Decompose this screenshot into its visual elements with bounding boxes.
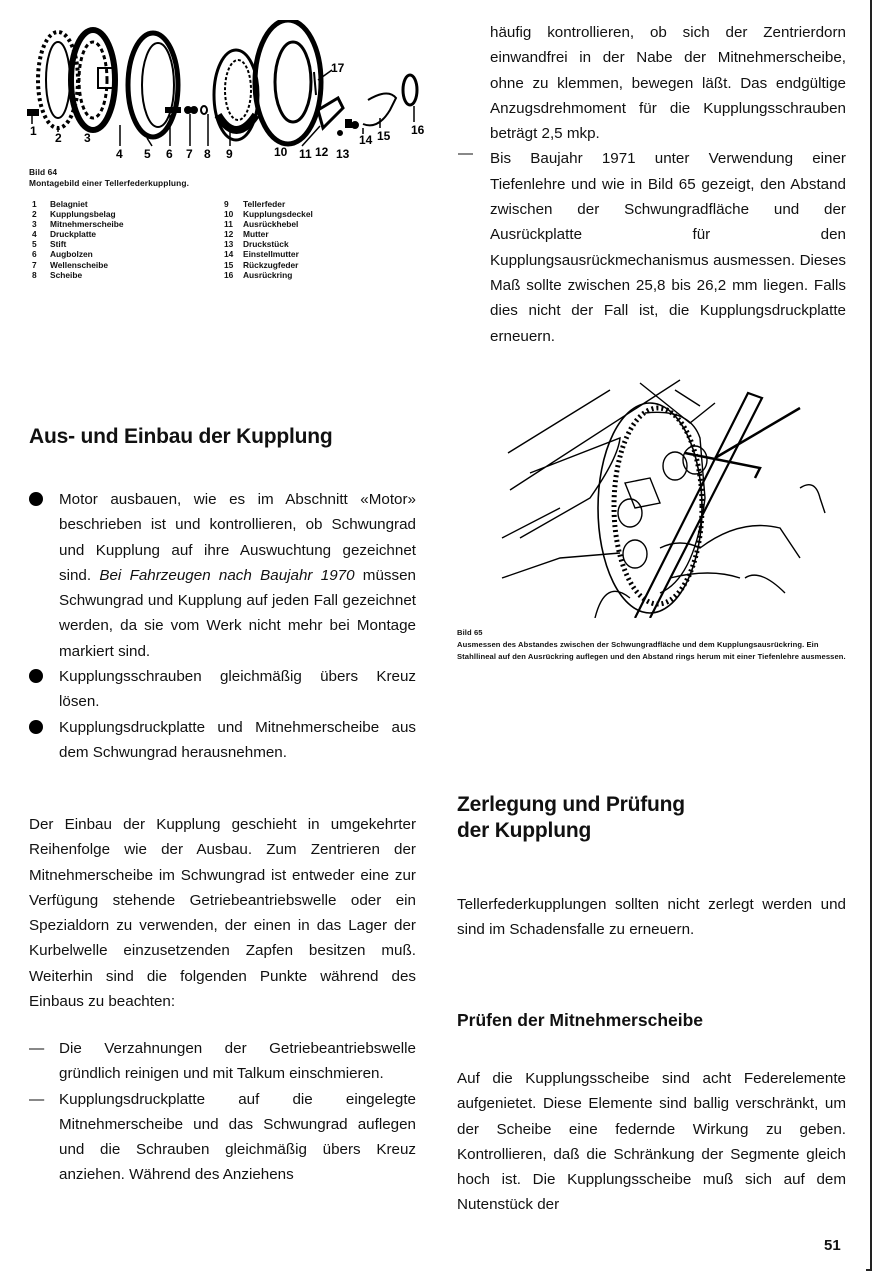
figure-65-caption: [457, 627, 847, 663]
legend-item: 4 Druckplatte: [32, 229, 97, 240]
legend-item: 8 Scheibe: [32, 269, 83, 280]
list-item: — Kupplungsdruckplatte auf die eingelegte Mitnehmerscheibe und das Schwungrad auflegen und die Schrauben gleichmäßig übers Kreuz anziehen. Während des Anziehens: [29, 1090, 416, 1184]
legend-item: 14 Einstellmutter: [224, 249, 299, 260]
legend-item: 1 Belagniet: [32, 199, 88, 209]
legend-item: 6 Augbolzen: [32, 249, 93, 260]
flywheel-face: [645, 412, 705, 593]
callout-3: 3: [84, 131, 91, 145]
legend-item: 13 Druckstück: [224, 239, 289, 250]
callout-13: 13: [336, 147, 350, 161]
callout-7: 7: [186, 147, 193, 161]
callout-2: 2: [55, 131, 62, 145]
legend-item: 9 Tellerfeder: [224, 199, 286, 209]
callout-12: 12: [315, 145, 329, 159]
legend-item: 5 Stift: [32, 239, 67, 250]
part-10-clutch-cover: [255, 20, 321, 144]
depth-gauge-instruction: Bis Baujahr 1971 unter Verwendung einer Tiefenlehre und wie in Bild 65 gezeigt, den Abstand zwischen der Schwungradfläche und der Ausrückplatte für den Kupplungsausrückmechanismus ausmessen. Dieses Maß sollte zwischen 25,8 bis 26,2 mm liegen. Falls dies nicht der Fall ist, die Kupplungsdruckplatte erneuern.: [490, 150, 846, 345]
list-item: Kupplungsdruckplatte und Mitnehmerscheibe aus dem Schwungrad herausnehmen.: [29, 715, 416, 766]
part-11-17-release-parts: [314, 72, 417, 135]
figure-64-caption: [29, 167, 189, 189]
callout-11: 11: [299, 147, 312, 161]
figure-65-measurement-drawing: [500, 378, 840, 618]
part-3-clutch-disc: [71, 30, 116, 130]
removal-steps-list: [29, 487, 416, 765]
legend-item: 11 Ausrückhebel: [224, 219, 299, 230]
figure-64-exploded-clutch-drawing: [18, 20, 438, 165]
callout-10: 10: [274, 145, 288, 159]
callout-14: 14: [359, 133, 373, 147]
list-item: — Die Verzahnungen der Getriebeantriebswelle gründlich reinigen und mit Talkum einschmieren.: [29, 1040, 416, 1083]
section-heading-zerlegung: Zerlegung und Prüfung der Kupplung: [457, 793, 685, 842]
disassembly-paragraph: Tellerfederkupplungen sollten nicht zerlegt werden und sind im Schadensfalle zu erneuern.: [457, 896, 846, 939]
legend-item: 10 Kupplungsdeckel: [224, 209, 313, 220]
bullet-dot-icon: [29, 669, 43, 683]
callout-1: 1: [30, 124, 37, 138]
figure-64-caption-text: Montagebild einer Tellerfederkupplung.: [29, 178, 189, 188]
figure-65-caption-title: Bild 65: [457, 628, 483, 637]
legend-item: 7 Wellenscheibe: [32, 259, 109, 270]
page-number: 51: [824, 1237, 841, 1254]
installation-steps-list: [29, 1036, 416, 1188]
legend-item: 15 Rückzugfeder: [224, 259, 299, 270]
steel-ruler: [635, 393, 762, 618]
right-column-continuation: [490, 20, 846, 349]
callout-4: 4: [116, 147, 123, 161]
page-edge-corner: [866, 1269, 872, 1271]
callout-8: 8: [204, 147, 211, 161]
legend-item: 16 Ausrückring: [224, 269, 293, 280]
hands: [595, 485, 825, 618]
legend-item: 2 Kupplungsbelag: [32, 209, 116, 220]
callout-9: 9: [226, 147, 233, 161]
legend-item: 12 Mutter: [224, 229, 269, 240]
callout-16: 16: [411, 123, 425, 137]
figure-64-legend-left: [32, 199, 124, 280]
continuation-paragraph: häufig kontrollieren, ob sich der Zentrierdorn einwandfrei in der Nabe der Mitnehmerscheibe, ohne zu klemmen, bewegen läßt. Das endgültige Anzugsdrehmoment für die Kupplungsschrauben beträgt 2,5 mkp.: [490, 24, 846, 143]
part-1-rivet: [28, 110, 38, 115]
bullet-dot-icon: [29, 492, 43, 506]
part-6-8-small-parts: [166, 106, 207, 114]
figure-64-legend-right: [224, 199, 313, 280]
dash-marker: —: [458, 145, 473, 162]
callout-17: 17: [331, 61, 345, 75]
callout-6: 6: [166, 147, 173, 161]
bullet-dot-icon: [29, 720, 43, 734]
callout-5: 5: [144, 147, 151, 161]
list-item: Motor ausbauen, wie es im Abschnitt «Motor» beschrieben ist und kontrollieren, ob Schwungrad und Kupplung auf ihre Auswuchtung gezeichnet sind. Bei Fahrzeugen nach Baujahr 1970 müssen Schwungrad und Kupplung auf jeden Fall gezeichnet werden, da sie vom Werk nicht mehr bei Montage markiert sind.: [29, 487, 416, 664]
section-heading-ausbau: Aus- und Einbau der Kupplung: [29, 425, 333, 448]
installation-paragraph: Der Einbau der Kupplung geschieht in umgekehrter Reihenfolge wie der Ausbau. Zum Zentrieren der Mitnehmerscheibe im Schwungrad ist entweder eine zur Verfügung stehende Getriebeantriebswelle oder ein Spezialdorn zu verwenden, der einen in das Lager der Kurbelwelle einzusetzenden Zapfen besitzen muß. Weiterhin sind die folgenden Punkte während des Einbaus zu beachten:: [29, 816, 416, 1011]
callout-15: 15: [377, 129, 391, 143]
part-9-diaphragm-spring: [214, 50, 258, 140]
list-item: Kupplungsschrauben gleichmäßig übers Kreuz lösen.: [29, 664, 416, 715]
disc-inspection-paragraph: Auf die Kupplungsscheibe sind acht Federelemente aufgenietet. Diese Elemente sind ballig verschränkt, um der Scheibe eine federnde Wirkung zu geben. Kontrollieren, daß die Schränkung der Segmente gleich hoch ist. Die Kupplungsscheibe muß sich auf dem Nutenstück der: [457, 1070, 846, 1214]
figure-65-caption-text: Ausmessen des Abstandes zwischen der Schwungradfläche und dem Kupplungsausrückring. Ein Stahllineal auf den Ausrückring auflegen und den Abstand rings herum mit einer Tiefenlehre ausmessen.: [457, 640, 846, 661]
subsection-heading-pruefen: Prüfen der Mitnehmerscheibe: [457, 1010, 704, 1030]
flywheel-ring-gear: [598, 403, 702, 613]
legend-item: 3 Mitnehmerscheibe: [32, 219, 124, 230]
figure-64-caption-title: Bild 64: [29, 167, 58, 177]
